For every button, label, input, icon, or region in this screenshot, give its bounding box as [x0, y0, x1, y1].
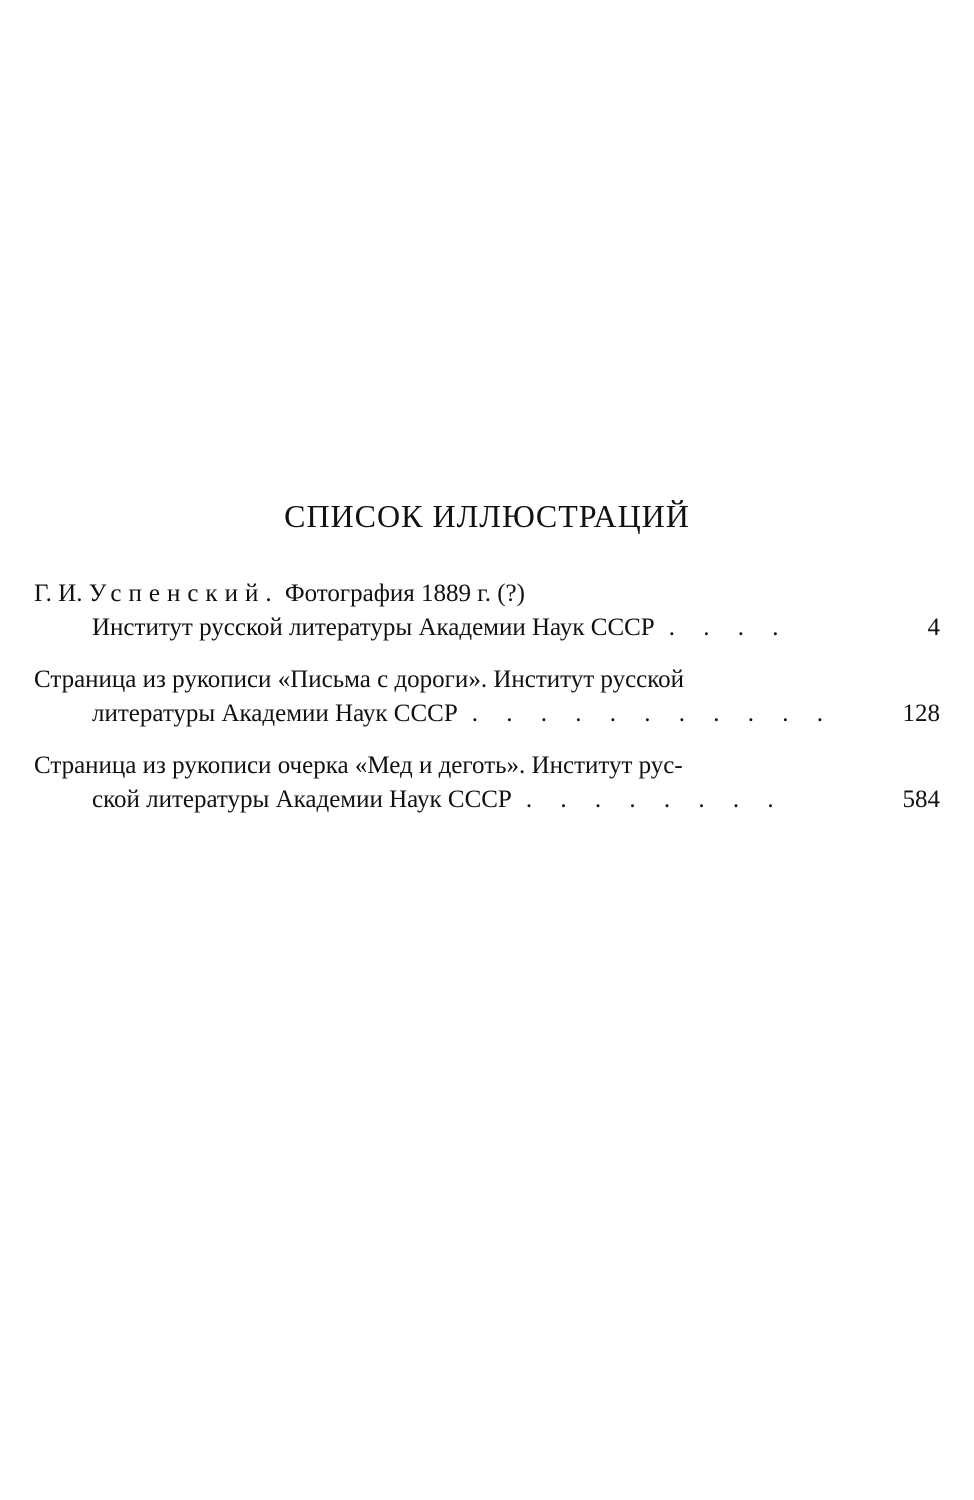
entry-description: Страница из рукописи «Письма с дороги». Институт русской — [34, 666, 685, 693]
page-number: 584 — [902, 786, 940, 813]
page-number: 4 — [927, 614, 940, 641]
entry-source: литературы Академии Наук СССР — [92, 700, 458, 727]
author-surname: Успенский. — [88, 580, 279, 607]
illustration-entry-2-line-2 — [92, 696, 940, 732]
illustration-entry-1-line-1 — [34, 576, 940, 612]
entry-source: Институт русской литературы Академии Наук СССР — [92, 614, 655, 641]
dot-leader: . . . . . . . . — [525, 786, 785, 813]
entry-description: Страница из рукописи очерка «Мед и деготь». Институт рус- — [34, 752, 683, 779]
illustration-entry-2-line-1 — [34, 662, 940, 698]
illustration-entry-3-line-2 — [92, 782, 940, 818]
entry-description: Фотография 1889 г. (?) — [284, 580, 525, 607]
dot-leader: . . . . — [668, 614, 790, 641]
page-title: СПИСОК ИЛЛЮСТРАЦИЙ — [284, 498, 690, 534]
illustration-entry-1-line-2 — [92, 610, 940, 646]
author-initials: Г. И. — [34, 580, 83, 607]
dot-leader: . . . . . . . . . . . — [471, 700, 834, 727]
illustration-entry-3-line-1 — [34, 748, 940, 784]
entry-source: ской литературы Академии Наук СССР — [92, 786, 512, 813]
page-number: 128 — [902, 700, 940, 727]
